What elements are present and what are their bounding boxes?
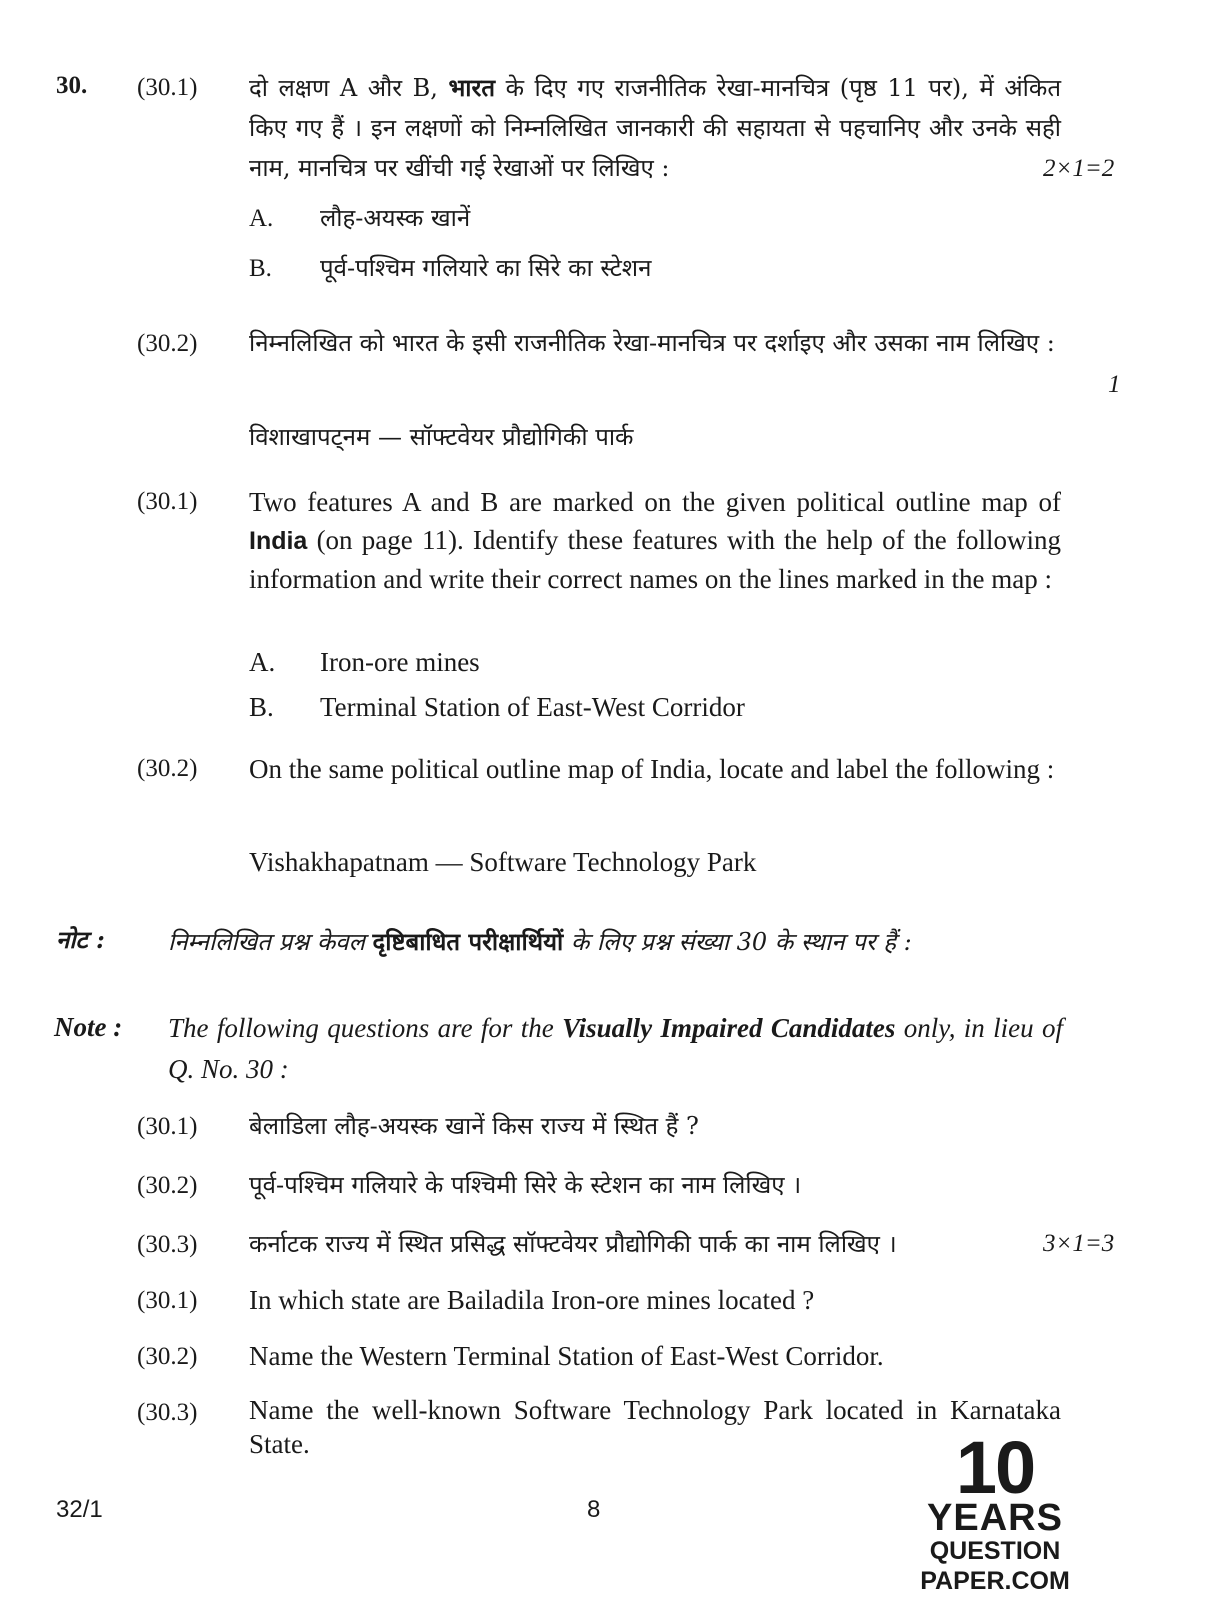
sub-question-number: (30.1) (137, 1113, 198, 1140)
site-logo (870, 1426, 1120, 1596)
item-label: B. (249, 692, 274, 722)
sub-question-number: (30.1) (137, 1287, 198, 1314)
vi-english-question: Name the well-known Software Technology Park located in Karnataka State. (249, 1395, 1061, 1459)
text-segment: के दिए गए राजनीतिक रेखा-मानचित्र (पृष्ठ 11 पर), में अंकित किए गए हैं । इन लक्षणों को निम्नलिखित जानकारी की सहायता से पहचानिए और उनके सही नाम, मानचित्र पर खींची गई रेखाओं पर लिखिए : (249, 74, 1062, 182)
text-segment: only, in lieu of Q. No. 30 : (168, 1013, 1063, 1084)
text-segment: (on page 11). Identify these features with the help of the following information and write their correct names on the lines marked in the map : (249, 525, 1061, 594)
text-segment: Two features A and B are marked on the given political outline map of (249, 487, 1061, 517)
hindi-question-30-2: निम्नलिखित को भारत के इसी राजनीतिक रेखा-मानचित्र पर दर्शाइए और उसका नाम लिखिए : (249, 329, 1055, 357)
text-segment: दो लक्षण A और B, (249, 74, 449, 102)
item-label: B. (249, 255, 272, 282)
item-text: लौह-अयस्क खानें (320, 204, 471, 232)
sub-question-number: (30.1) (137, 488, 198, 515)
bold-text: भारत (448, 73, 496, 102)
text-segment: निम्नलिखित प्रश्न केवल (168, 928, 373, 956)
item-label: A. (249, 647, 276, 677)
sub-question-number: (30.2) (137, 330, 198, 357)
item-text: पूर्व-पश्चिम गलियारे का सिरे का स्टेशन (320, 254, 652, 282)
bold-text: India (249, 527, 308, 555)
sub-question-number: (30.2) (137, 1343, 198, 1370)
text-segment: The following questions are for the (168, 1013, 563, 1043)
item-text: Iron-ore mines (320, 647, 480, 677)
english-question-30-1 (249, 483, 1061, 598)
hindi-question-30-1 (249, 68, 1061, 188)
text-segment: के लिए प्रश्न संख्या 30 के स्थान पर हैं : (563, 928, 912, 956)
item-text: Terminal Station of East-West Corridor (320, 692, 745, 722)
note-label-hindi: नोट : (56, 925, 105, 954)
vi-english-question: In which state are Bailadila Iron-ore mines located ? (249, 1285, 815, 1315)
vi-english-question: Name the Western Terminal Station of East-West Corridor. (249, 1341, 884, 1371)
vi-hindi-question: कर्नाटक राज्य में स्थित प्रसिद्ध सॉफ्टवेयर प्रौद्योगिकी पार्क का नाम लिखिए । (249, 1230, 897, 1258)
logo-number: 10 (955, 1426, 1035, 1509)
paper-code: 32/1 (56, 1496, 103, 1523)
note-english-text (168, 1008, 1063, 1090)
sub-question-number: (30.1) (137, 74, 198, 101)
sub-question-number: (30.2) (137, 1172, 198, 1199)
logo-site: QUESTION PAPER.COM (920, 1537, 1070, 1595)
vi-hindi-question: पूर्व-पश्चिम गलियारे के पश्चिमी सिरे के स्टेशन का नाम लिखिए । (249, 1171, 802, 1199)
marks: 1 (1108, 371, 1121, 398)
vi-hindi-question: बेलाडिला लौह-अयस्क खानें किस राज्य में स्थित हैं ? (249, 1112, 699, 1140)
bold-text: दृष्टिबाधित परीक्षार्थियों (372, 927, 564, 956)
sub-question-number: (30.2) (137, 755, 198, 782)
page-number: 8 (587, 1496, 601, 1523)
marks: 2×1=2 (1043, 155, 1115, 182)
logo-years: YEARS (927, 1497, 1063, 1539)
note-label-english: Note : (54, 1012, 123, 1042)
question-number: 30. (56, 72, 88, 99)
hindi-answer-label: विशाखापट्नम — सॉफ्टवेयर प्रौद्योगिकी पार्क (249, 423, 634, 451)
sub-question-number: (30.3) (137, 1399, 198, 1426)
sub-question-number: (30.3) (137, 1231, 198, 1258)
english-question-30-2: On the same political outline map of India, locate and label the following : (249, 754, 1055, 784)
marks: 3×1=3 (1043, 1230, 1115, 1257)
item-label: A. (249, 205, 274, 232)
bold-text: Visually Impaired Candidates (562, 1013, 896, 1043)
english-answer-label: Vishakhapatnam — Software Technology Park (249, 847, 757, 877)
note-hindi-text (168, 920, 1063, 964)
